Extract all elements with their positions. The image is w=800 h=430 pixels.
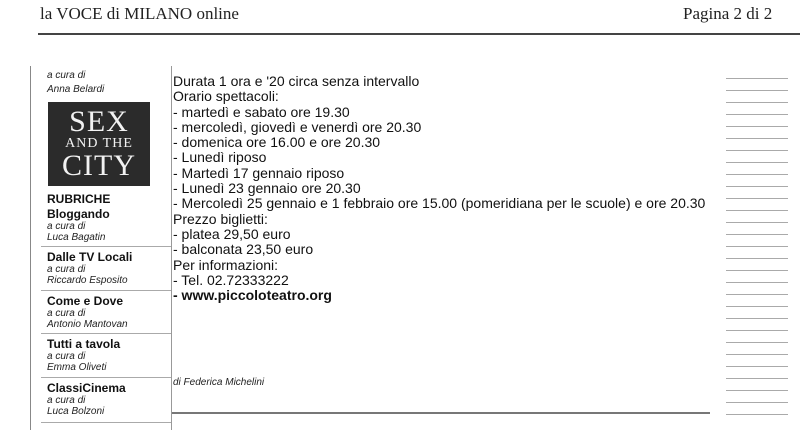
right-rule <box>726 378 788 379</box>
right-rule <box>726 282 788 283</box>
right-rule <box>726 78 788 79</box>
sidebar-item-title[interactable]: Bloggando <box>47 207 110 221</box>
right-rule <box>726 246 788 247</box>
sidebar-item-label: a cura di <box>47 308 86 319</box>
sidebar-curator-label: a cura di <box>47 70 86 81</box>
right-rule <box>726 234 788 235</box>
right-rule <box>726 162 788 163</box>
right-column-lines <box>726 70 788 430</box>
article-byline: di Federica Michelini <box>173 377 265 388</box>
right-rule <box>726 318 788 319</box>
logo-line-3: CITY <box>62 149 136 182</box>
article-body <box>173 74 728 303</box>
right-rule <box>726 174 788 175</box>
right-rule <box>726 138 788 139</box>
right-rule <box>726 126 788 127</box>
sidebar-divider <box>41 246 171 247</box>
sidebar-item-tutti-a-tavola[interactable] <box>47 337 171 373</box>
article-divider <box>172 412 710 414</box>
sidebar-item-label: a cura di <box>47 395 86 406</box>
right-rule <box>726 366 788 367</box>
info-heading: Per informazioni: <box>173 256 279 273</box>
phone-number: - Tel. 02.72333222 <box>173 271 289 288</box>
prices-heading: Prezzo biglietti: <box>173 210 268 227</box>
sidebar-item-author: Luca Bagatin <box>47 232 106 243</box>
sidebar <box>30 66 172 430</box>
right-rule <box>726 354 788 355</box>
sidebar-item-author: Riccardo Esposito <box>47 275 128 286</box>
sidebar-divider <box>41 377 171 378</box>
right-rule <box>726 102 788 103</box>
sidebar-item-label: a cura di <box>47 351 86 362</box>
sidebar-item-title[interactable]: Tutti a tavola <box>47 337 121 351</box>
header-divider <box>38 33 800 35</box>
sidebar-item-title[interactable]: ClassiCinema <box>47 381 126 395</box>
right-rule <box>726 294 788 295</box>
sidebar-item-label: a cura di <box>47 221 86 232</box>
website-link[interactable]: - www.piccoloteatro.org <box>173 287 332 304</box>
sidebar-divider <box>41 422 171 423</box>
right-rule <box>726 222 788 223</box>
showtime-line: - martedì e sabato ore 19.30 <box>173 103 350 120</box>
sidebar-item-come-e-dove[interactable] <box>47 294 171 330</box>
right-rule <box>726 114 788 115</box>
showtime-line: - mercoledì, giovedì e venerdì ore 20.30 <box>173 118 422 135</box>
right-rule <box>726 402 788 403</box>
showtime-line: - Mercoledì 25 gennaio e 1 febbraio ore 15.00 (pomeridiana per le scuole) e ore 20.30 <box>173 195 706 212</box>
sidebar-item-title[interactable]: Come e Dove <box>47 294 124 308</box>
right-rule <box>726 306 788 307</box>
site-title: la VOCE di MILANO online <box>40 4 239 23</box>
right-rule <box>726 90 788 91</box>
sidebar-item-bloggando[interactable] <box>47 207 171 243</box>
sidebar-item-label: a cura di <box>47 264 86 275</box>
article-duration: Durata 1 ora e '20 circa senza intervallo <box>173 73 420 89</box>
rubriche-heading: RUBRICHE <box>47 192 111 206</box>
right-rule <box>726 186 788 187</box>
right-rule <box>726 198 788 199</box>
sidebar-item-dalle-tv-locali[interactable] <box>47 250 171 286</box>
sex-and-the-city-logo[interactable] <box>48 102 150 186</box>
sidebar-item-title[interactable]: Dalle TV Locali <box>47 250 133 264</box>
logo-line-1: SEX <box>69 105 129 138</box>
showtime-line: - Lunedì 23 gennaio ore 20.30 <box>173 180 361 197</box>
logo-line-2: AND THE <box>65 136 133 151</box>
showtime-line: - Lunedì riposo <box>173 149 267 166</box>
sidebar-divider <box>41 333 171 334</box>
right-rule <box>726 414 788 415</box>
sidebar-divider <box>41 290 171 291</box>
price-line: - platea 29,50 euro <box>173 225 291 242</box>
right-rule <box>726 270 788 271</box>
right-rule <box>726 390 788 391</box>
sidebar-item-classicinema[interactable] <box>47 381 171 417</box>
sidebar-item-author: Luca Bolzoni <box>47 406 105 417</box>
showtime-line: - domenica ore 16.00 e ore 20.30 <box>173 134 381 151</box>
sidebar-curator-name: Anna Belardi <box>47 84 105 95</box>
right-rule <box>726 150 788 151</box>
right-rule <box>726 210 788 211</box>
sidebar-item-author: Emma Oliveti <box>47 362 107 373</box>
page-indicator: Pagina 2 di 2 <box>683 4 773 23</box>
showtime-line: - Martedì 17 gennaio riposo <box>173 164 345 181</box>
right-rule <box>726 258 788 259</box>
right-rule <box>726 330 788 331</box>
right-rule <box>726 342 788 343</box>
sidebar-item-author: Antonio Mantovan <box>47 319 128 330</box>
price-line: - balconata 23,50 euro <box>173 241 314 258</box>
showtimes-heading: Orario spettacoli: <box>173 88 279 105</box>
